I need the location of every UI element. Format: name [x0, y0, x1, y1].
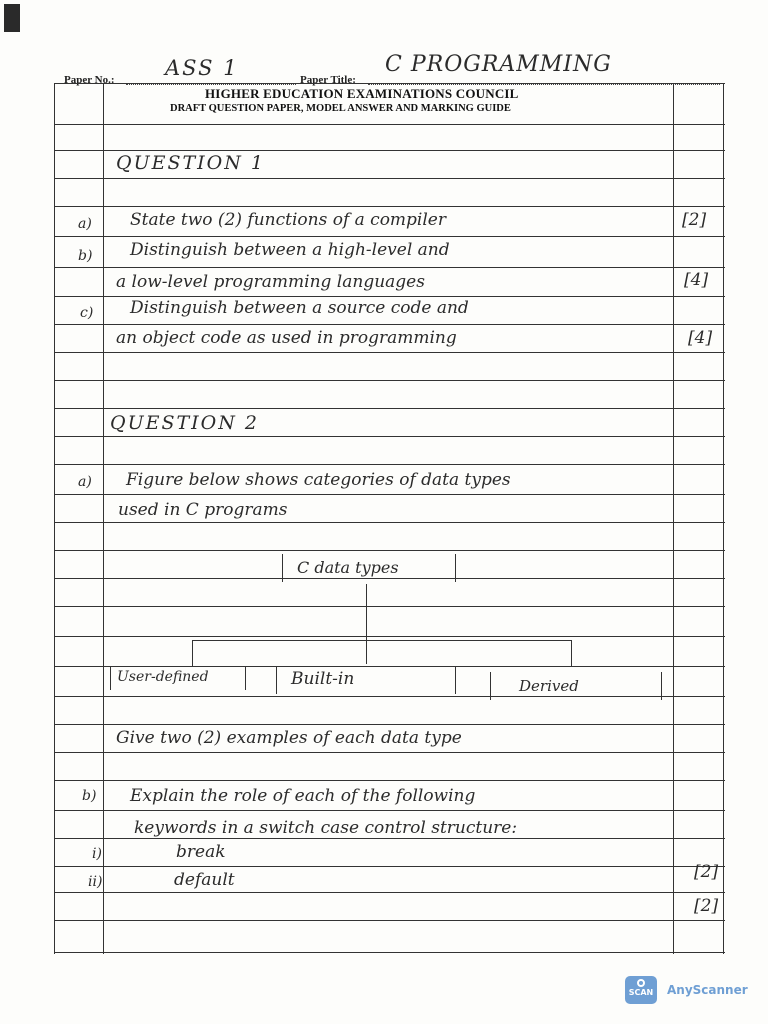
- rule-line: [55, 408, 725, 409]
- q1-c-text-line-1: Distinguish between a source code and: [130, 298, 469, 318]
- rule-line: [55, 866, 725, 867]
- marking-guide-subtitle: DRAFT QUESTION PAPER, MODEL ANSWER AND MARKING GUIDE: [170, 103, 511, 114]
- rule-line: [55, 606, 725, 607]
- q2-b-ii-text: default: [174, 870, 235, 890]
- derived-box: [490, 672, 662, 700]
- question-1-heading: QUESTION 1: [116, 152, 265, 174]
- anyscanner-watermark: AnyScanner: [667, 983, 748, 997]
- user-defined-label: User-defined: [117, 669, 209, 685]
- rule-line: [55, 436, 725, 437]
- built-in-box: [276, 666, 456, 694]
- rule-line: [55, 920, 725, 921]
- question-2-heading: QUESTION 2: [110, 412, 259, 434]
- diagram-branch-line: [192, 640, 572, 641]
- q2-a-label: a): [78, 474, 92, 490]
- derived-label: Derived: [519, 677, 579, 695]
- q1-b-label: b): [78, 248, 93, 264]
- rule-line: [55, 494, 725, 495]
- rule-line: [55, 810, 725, 811]
- anyscanner-logo-icon: [625, 976, 657, 1004]
- q2-a-text-line-2: used in C programs: [118, 500, 288, 520]
- q2-b-text-line-2: keywords in a switch case control structure:: [134, 818, 518, 838]
- rule-line: [55, 236, 725, 237]
- q2-b-text-line-1: Explain the role of each of the following: [130, 786, 476, 806]
- paper-no-label: Paper No.:: [64, 74, 115, 86]
- diagram-stem-line: [366, 584, 367, 664]
- q1-b-text-line-1: Distinguish between a high-level and: [130, 240, 450, 260]
- diagram-right-drop: [571, 640, 572, 666]
- paper-title-label: Paper Title:: [300, 74, 356, 86]
- rule-line: [55, 780, 725, 781]
- rule-line: [55, 178, 725, 179]
- diagram-left-drop: [192, 640, 193, 666]
- right-margin-line: [673, 84, 674, 954]
- rule-line: [55, 352, 725, 353]
- rule-line: [55, 380, 725, 381]
- q1-c-text-line-2: an object code as used in programming: [116, 328, 457, 348]
- c-data-types-label: C data types: [297, 558, 399, 577]
- user-defined-box: [110, 666, 246, 690]
- rule-line: [55, 892, 725, 893]
- rule-line: [55, 752, 725, 753]
- q1-a-mark: [2]: [682, 210, 707, 230]
- q2-a-text-line-3: Give two (2) examples of each data type: [116, 728, 462, 748]
- q1-c-mark: [4]: [688, 328, 713, 348]
- q2-a-text-line-1: Figure below shows categories of data types: [126, 470, 511, 490]
- rule-line: [55, 267, 725, 268]
- paper-no-value: ASS 1: [165, 56, 239, 80]
- rule-line: [55, 550, 725, 551]
- q2-b-ii-label: ii): [88, 874, 103, 890]
- anyscanner-badge-text: SCAN: [628, 988, 654, 997]
- q1-a-text: State two (2) functions of a compiler: [130, 210, 446, 230]
- q2-b-i-mark: [2]: [694, 862, 719, 882]
- left-margin-line: [103, 84, 104, 954]
- rule-line: [55, 206, 725, 207]
- rule-line: [55, 636, 725, 637]
- right-border-line: [723, 84, 724, 954]
- rule-line: [55, 952, 725, 953]
- q2-b-label: b): [82, 788, 97, 804]
- scan-corner-mark: [4, 4, 20, 32]
- council-title: HIGHER EDUCATION EXAMINATIONS COUNCIL: [205, 86, 519, 101]
- rule-line: [55, 324, 725, 325]
- c-data-types-box: [282, 554, 456, 582]
- rule-line: [55, 838, 725, 839]
- rule-line: [55, 124, 725, 125]
- q1-c-label: c): [80, 305, 94, 321]
- paper-title-value: C PROGRAMMING: [385, 52, 612, 77]
- rule-line: [55, 296, 725, 297]
- q2-b-i-text: break: [176, 842, 226, 862]
- q1-b-text-line-2: a low-level programming languages: [116, 272, 425, 292]
- q1-b-mark: [4]: [684, 270, 709, 290]
- q2-b-ii-mark: [2]: [694, 896, 719, 916]
- rule-line: [55, 464, 725, 465]
- q1-a-label: a): [78, 216, 92, 232]
- built-in-label: Built-in: [291, 669, 355, 689]
- q2-b-i-label: i): [92, 846, 102, 862]
- rule-line: [55, 522, 725, 523]
- rule-line: [55, 150, 725, 151]
- rule-line: [55, 724, 725, 725]
